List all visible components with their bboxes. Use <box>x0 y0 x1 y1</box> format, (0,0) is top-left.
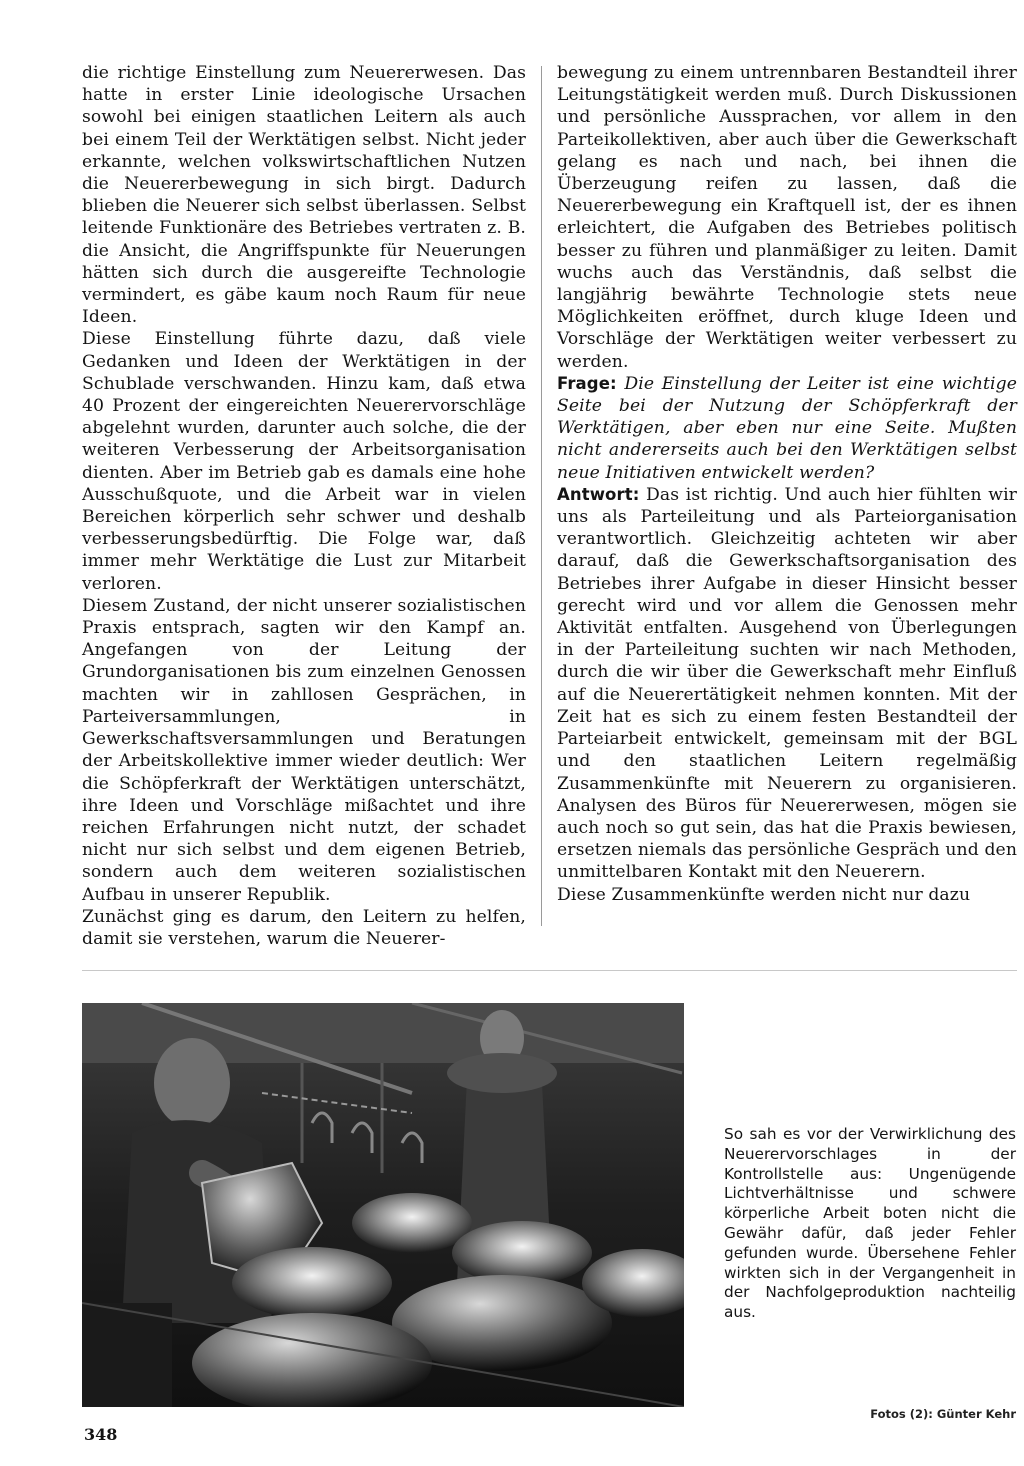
right-text-column <box>557 62 1017 906</box>
answer-label: Antwort: <box>557 484 640 504</box>
left-paragraph-2: Diese Einstellung führte dazu, daß viele Gedanken und Ideen der Werktätigen in der Schublade verschwanden. Hinzu kam, daß etwa 40 Prozent der eingereichten Neuerervorschläge abgelehnt wurden, darunter auch solche, die der weiteren Verbesserung der Arbeitsorganisation dienten. Aber im Betrieb gab es damals eine hohe Ausschußquote, und die Arbeit war in vielen Bereichen körperlich sehr schwer und deshalb verbesserungsbedürftig. Die Folge war, daß immer mehr Werktätige die Lust zur Mitarbeit verloren. <box>82 329 526 594</box>
right-paragraph-last: Diese Zusammenkünfte werden nicht nur dazu <box>557 884 971 905</box>
photo-caption: So sah es vor der Verwirklichung des Neuerervorschlages in der Kontrollstelle aus: Ungenügende Lichtverhältnisse und schwere körperliche Arbeit boten nicht die Gewähr dafür, daß jeder Fehler gefunden wurde. Übersehene Fehler wirkten sich in der Vergangenheit in der Nachfolgeproduktion nachteilig aus. <box>724 1125 1016 1322</box>
column-divider <box>541 66 542 926</box>
answer-paragraph <box>557 484 1017 884</box>
right-paragraph-1: bewegung zu einem untrennbaren Bestandteil ihrer Leitungstätigkeit werden muß. Durch Diskussionen und persönliche Aussprachen, vor allem in den Parteikollektiven, aber auch über die Gewerkschaft gelang es nach und nach, bei ihnen die Überzeugung reifen zu lassen, daß die Neuererbewegung ein Kraftquell ist, der es ihnen erleichtert, die Aufgaben des Betriebes politisch besser zu führen und planmäßiger zu leiten. Damit wuchs auch das Verständnis, daß selbst die langjährig bewährte Technologie stets neue Möglichkeiten eröffnet, durch kluge Ideen und Vorschläge der Werktätigen weiter verbessert zu werden. <box>557 63 1017 372</box>
question-text: Die Einstellung der Leiter ist eine wichtige Seite bei der Nutzung der Schöpferkraft der Werktätigen, aber eben nur eine Seite. Mußten nicht andererseits auch bei den Werktätigen selbst neue Initiativen entwickelt werden? <box>557 373 1017 483</box>
left-text-column <box>82 62 526 950</box>
page-number: 348 <box>84 1425 118 1444</box>
left-paragraph-4: Zunächst ging es darum, den Leitern zu helfen, damit sie verstehen, warum die Neuerer- <box>82 906 526 949</box>
left-paragraph-1: die richtige Einstellung zum Neuererwesen. Das hatte in erster Linie ideologische Ursachen sowohl bei einigen staatlichen Leitern als auch bei einem Teil der Werktätigen selbst. Nicht jeder erkannte, welchen volkswirtschaftlichen Nutzen die Neuererbewegung in sich birgt. Dadurch blieben die Neuerer sich selbst überlassen. Selbst leitende Funktionäre des Betriebes vertraten z. B. die Ansicht, die Angriffspunkte für Neuerungen hätten sich durch die ausgereifte Technologie vermindert, es gäbe kaum noch Raum für neue Ideen. <box>82 63 526 328</box>
factory-photo <box>82 1003 684 1407</box>
question-paragraph <box>557 373 1017 484</box>
section-rule <box>82 970 1017 971</box>
answer-text: Das ist richtig. Und auch hier fühlten wir uns als Parteileitung und als Parteiorganisation verantwortlich. Gleichzeitig achteten wir aber darauf, daß die Gewerkschaftsorganisation des Betriebes ihrer Aufgabe in dieser Hinsicht besser gerecht wird und vor allem die Genossen mehr Aktivität entfalten. Ausgehend von Überlegungen in der Parteileitung suchten wir nach Methoden, durch die wir über die Gewerkschaft mehr Einfluß auf die Neuerertätigkeit nehmen konnten. Mit der Zeit hat es sich zu einem festen Bestandteil der Parteiarbeit entwickelt, gemeinsam mit der BGL und den staatlichen Leitern regelmäßig Zusammenkünfte mit Neuerern zu organisieren. Analysen des Büros für Neuererwesen, mögen sie auch noch so gut sein, das hat die Praxis bewiesen, ersetzen niemals das persönliche Gespräch und den unmittelbaren Kontakt mit den Neuerern. <box>557 484 1017 883</box>
photo-credit: Fotos (2): Günter Kehr <box>870 1407 1016 1421</box>
question-label: Frage: <box>557 373 617 393</box>
left-paragraph-3: Diesem Zustand, der nicht unserer sozialistischen Praxis entsprach, sagten wir den Kampf an. Angefangen von der Leitung der Grundorganisationen bis zum einzelnen Genossen machten wir in zahllosen Gesprächen, in Parteiversammlungen, in Gewerkschaftsversammlungen und Beratungen der Arbeitskollektive immer wieder deutlich: Wer die Schöpferkraft der Werktätigen unterschätzt, ihre Ideen und Vorschläge mißachtet und ihre reichen Erfahrungen nicht nutzt, der schadet nicht nur sich selbst und dem eigenen Betrieb, sondern auch dem weiteren sozialistischen Aufbau in unserer Republik. <box>82 595 526 905</box>
